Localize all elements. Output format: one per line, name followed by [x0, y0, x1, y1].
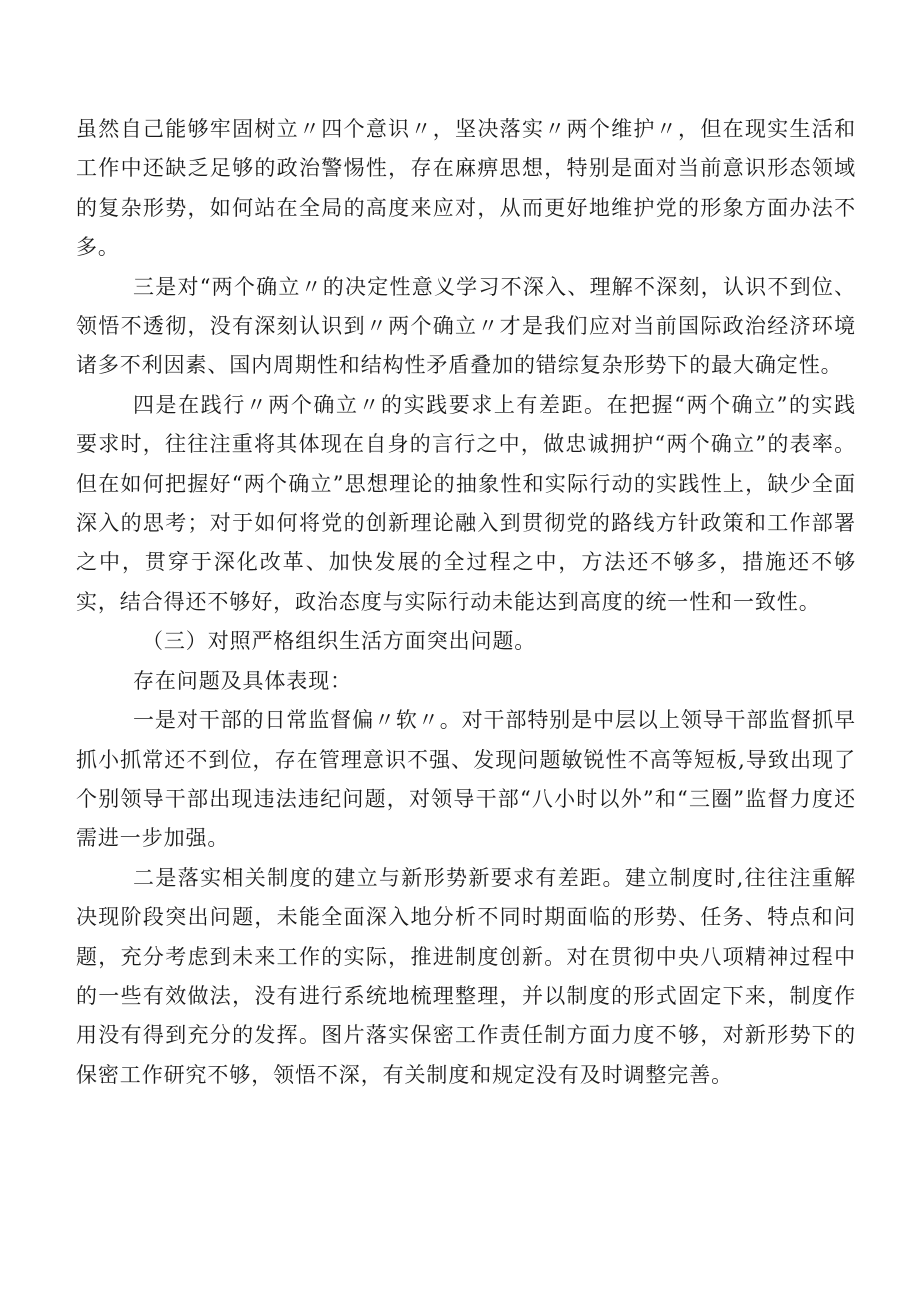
paragraph-6: 一是对干部的日常监督偏〃软〃。对干部特别是中层以上领导干部监督抓早抓小抓常还不到位，存在管理意识不强、发现问题敏锐性不高等短板,导致出现了个别领导干部出现违法违纪问题，对领导干部“八小时以外”和“三圈”监督力度还需进一步加强。 [76, 708, 856, 851]
document-body [76, 110, 856, 1095]
paragraph-5: 存在问题及具体表现： [133, 668, 352, 693]
section-heading: （三）对照严格组织生活方面突出问题。 [142, 629, 537, 654]
paragraph-7: 二是落实相关制度的建立与新形势新要求有差距。建立制度时,往往注重解决现阶段突出问题，未能全面深入地分析不同时期面临的形势、任务、特点和问题，充分考虑到未来工作的实际，推进制度创新。对在贯彻中央八项精神过程中的一些有效做法，没有进行系统地梳理整理，并以制度的形式固定下来，制度作用没有得到充分的发挥。图片落实保密工作责任制方面力度不够，对新形势下的保密工作研究不够，领悟不深，有关制度和规定没有及时调整完善。 [76, 865, 856, 1087]
paragraph-1: 虽然自己能够牢固树立〃四个意识〃，坚决落实〃两个维护〃，但在现实生活和工作中还缺乏足够的政治警惕性，存在麻痹思想，特别是面对当前意识形态领域的复杂形势，如何站在全局的高度来应对，从而更好地维护党的形象方面办法不多。 [76, 117, 856, 260]
paragraph-3: 四是在践行〃两个确立〃的实践要求上有差距。在把握“两个确立”的实践要求时，往往注重将其体现在自身的言行之中，做忠诚拥护“两个确立”的表率。但在如何把握好“两个确立”思想理论的抽象性和实际行动的实践性上，缺少全面深入的思考；对于如何将党的创新理论融入到贯彻党的路线方针政策和工作部署之中，贯穿于深化改革、加快发展的全过程之中，方法还不够多，措施还不够实，结合得还不够好，政治态度与实际行动未能达到高度的统一性和一致性。 [76, 392, 856, 614]
paragraph-2: 三是对“两个确立〃的决定性意义学习不深入、理解不深刻，认识不到位、领悟不透彻，没有深刻认识到〃两个确立〃才是我们应对当前国际政治经济环境诸多不利因素、国内周期性和结构性矛盾叠加的错综复杂形势下的最大确定性。 [76, 274, 856, 378]
